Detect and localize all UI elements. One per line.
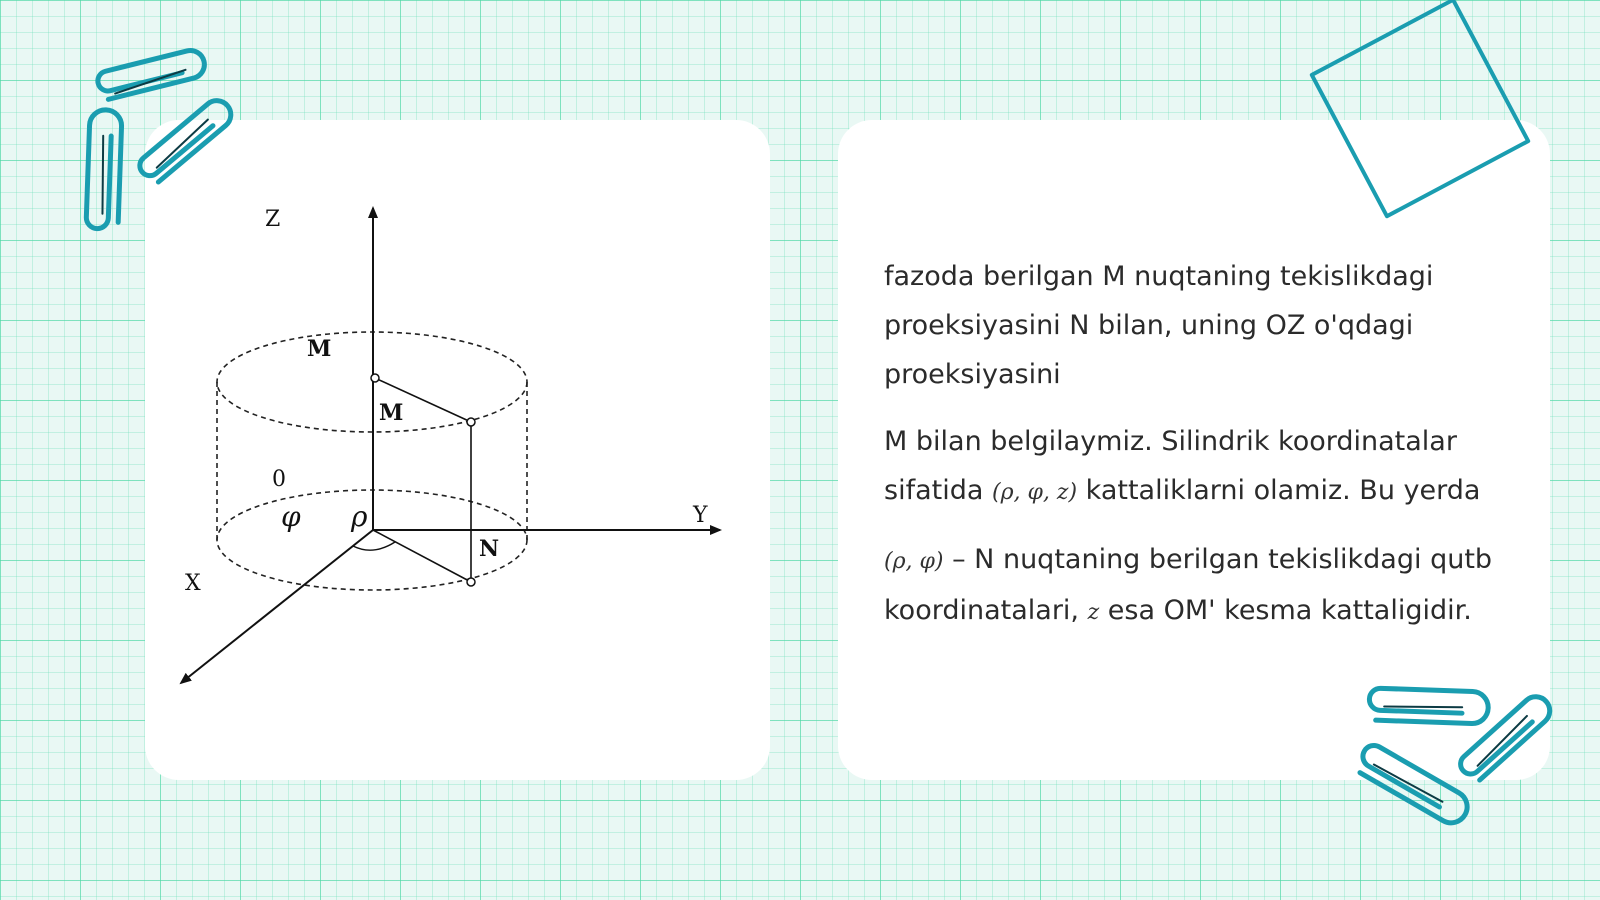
segment-o-n: [373, 530, 471, 582]
math-rho-phi: (ρ, φ): [884, 549, 944, 574]
text-card: [838, 120, 1550, 780]
math-z: z: [1087, 600, 1100, 625]
label-phi: φ: [281, 500, 301, 533]
explanation-text: [884, 252, 1524, 655]
cylindrical-coordinates-diagram: [145, 120, 770, 780]
label-n-point: N: [479, 536, 500, 562]
label-x-axis: X: [185, 571, 201, 596]
label-m-inner: M: [379, 400, 404, 426]
paragraph-3-end: esa OM' kesma kattaligidir.: [1107, 595, 1472, 626]
paragraph-2-start: M bilan belgilaymiz. Silindrik koordinatalar sifatida: [884, 426, 1457, 506]
label-origin: 0: [272, 467, 286, 492]
paragraph-3-mid: – N nuqtaning berilgan tekislikdagi qutb koordinatalari,: [884, 544, 1493, 626]
point-m-prime: [371, 374, 379, 382]
math-rho-phi-z: (ρ, φ, z): [992, 480, 1078, 505]
label-m-top: M: [307, 336, 332, 362]
label-rho: ρ: [351, 500, 368, 533]
paperclip-icon: [86, 109, 122, 229]
point-m: [467, 418, 475, 426]
paperclip-icon: [96, 48, 208, 101]
point-n: [467, 578, 475, 586]
label-y-axis: Y: [693, 503, 708, 528]
x-axis: [181, 530, 373, 683]
label-z-axis: Z: [265, 207, 281, 232]
phi-angle-arc: [353, 542, 395, 550]
paragraph-3: [884, 535, 1524, 637]
diagram-card: [145, 120, 770, 780]
paragraph-2-end: kattaliklarni olamiz. Bu yerda: [1085, 475, 1481, 506]
paragraph-1: fazoda berilgan M nuqtaning tekislikdagi proeksiyasini N bilan, uning OZ o'qdagi proeksiyasini: [884, 261, 1434, 390]
paragraph-2: [884, 417, 1524, 517]
